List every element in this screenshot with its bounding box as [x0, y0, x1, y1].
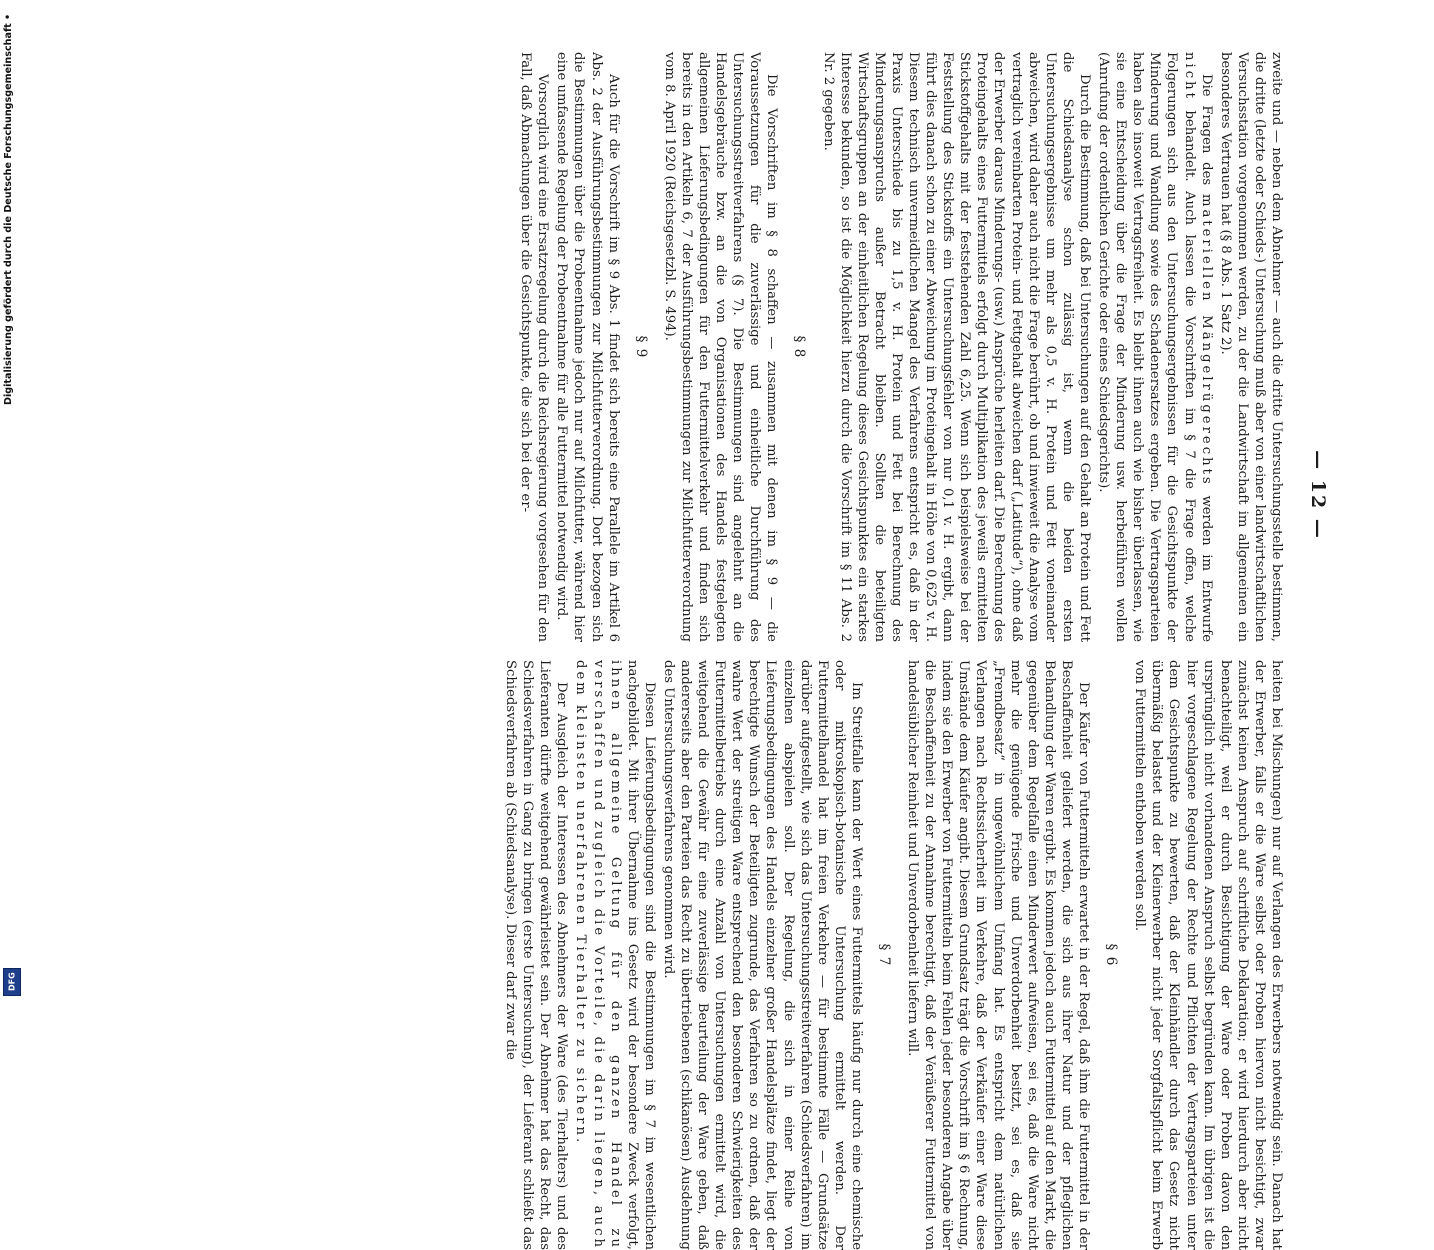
paragraph: Der Käufer von Futtermitteln erwartet in der Regel, daß ihm die Futtermittel in der Beschaffenheit geliefert werden, die sich aus ihrer Natur und der pfleglichen Behandlung der Waren ergibt. Es kommen jedoch auch Futtermittel auf den Markt, die gegenüber dem Regelfalle einen Minderwert aufweisen, sei es, daß die Ware nicht mehr die genügende Frische und Unverdorbenheit besitzt, sei es, daß sie „Fremdbesatz“ in ungewöhnlichem Umfang hat. Es entspricht dem natürlichen Verlangen nach Rechtssicherheit im Verkehre, daß der Verkäufer einer Ware diese Umstände dem Käufer angibt. Diesem Grundsatz trägt die Vorschrift im § 6 Rechnung, indem sie den Erwerber von Futtermitteln beim Fehlen jeder besonderen Angabe über die Beschaffenheit zu der Annahme berechtigt, daß der Veräußerer Futtermittel von handelsüblicher Reinheit und Unverdorbenheit liefern will.: [905, 660, 1092, 1250]
right-column: [131, 660, 1285, 1250]
emphasis-text: ihnen allgemeine Geltung für den ganzen Handel zu verschaffen und zugleich die Vorteile, die darin liegen, auch dem kleinsten unerfahrenen Tierhalter zu sichern.: [573, 660, 623, 1250]
funding-note: Digitalisierung gefördert durch die Deutsche Forschungsgemeinschaft •: [3, 14, 14, 406]
paragraph: Vorsorglich wird eine Ersatzregelung durch die Reichsregierung vorgesehen für den Fall, daß Abmachungen über die Gesichtspunkte, die sich bei der er-: [518, 52, 551, 642]
paragraph: zweite und — neben dem Abnehmer — auch die dritte Untersuchungsstelle bestimmen, die dritte (letzte oder Schieds-) Untersuchung muß aber von einer landwirtschaftlichen Versuchsstation vorgenommen werden, zu der die Landwirtschaft im allgemeinen ein besonderes Vertrauen hat (§ 8 Abs. 1 Satz 2).: [1217, 52, 1284, 642]
section-heading: § 6: [1103, 943, 1120, 967]
text-run: Die Fragen des: [1198, 74, 1214, 186]
paragraph: Im Streitfalle kann der Wert eines Futtermittels häufig nur durch eine chemische oder mikroskopisch-botanische Untersuchung ermittelt werden. Der Futtermittelhandel hat im freien Verkehre — für bestimmte Fälle — Grundsätze darüber aufgestellt, wie sich das Untersuchungsstreitverfahren (Schiedsverfahren) im einzelnen abspielen soll. Der Regelung, die sich in einer Reihe von Lieferungsbedingungen des Handels einzelner großer Handelsplätze findet, liegt der berechtigte Wunsch der Beteiligten zugrunde, das Verfahren so zu ordnen, daß der wahre Wert der streitigen Ware entsprechend den besonderen Schwierigkeiten des Futtermittelbetriebs durch eine Anzahl von Untersuchungen ermittelt wird, die weitgehend die Gewähr für eine zuverlässige Beurteilung der Ware geben, daß andererseits aber den Parteien das Recht zu übertriebenen (schikanösen) Ausdehnung des Untersuchungsverfahrens genommen wird.: [660, 660, 864, 1250]
paragraph: heiten bei Mischungen) nur auf Verlangen des Erwerbers notwendig sein. Danach hat der Erwerber, falls er die Ware selbst oder Proben hiervon nicht besichtigt, zwar zunächst keinen Anspruch auf schriftliche Deklaration; er wird hierdurch aber nicht benachteiligt, weil er durch Besichtigung der Ware oder Proben davon den ursprünglich nicht vorhandenen Anspruch selbst begründen kann. Im übrigen ist die hier vorgeschlagene Regelung der Rechte und Pflichten der Vertragsparteien unter dem Gesichtspunkte zu bewerten, daß der Kleinhändler durch das Gesetz nicht übermäßig belastet und der Kleinerwerber nicht jeder Sorgfaltspflicht beim Erwerb von Futtermitteln enthoben werden soll.: [1132, 660, 1284, 1250]
section-heading: § 8: [791, 335, 808, 359]
paragraph: Die Vorschriften im § 8 schaffen — zusammen mit denen im § 9 — die Voraussetzungen für die zuverlässige und einheitliche Durchführung des Untersuchungsstreitverfahrens (§ 7). Die Bestimmungen sind angelehnt an die Handelsgebräuche bzw. an die von Organisationen des Handels festgelegten allgemeinen Lieferungsbedingungen für den Futtermittelverkehr und finden sich bereits in den Artikeln 6, 7 der Ausführungsbestimmungen zur Milchfutterverordnung vom 8. April 1920 (Reichsgesetzbl. S. 494).: [661, 52, 780, 642]
emphasis-text: nicht: [1181, 52, 1197, 101]
left-column: [131, 52, 1285, 642]
printed-page: [119, 20, 1349, 1250]
paragraph: Auch für die Vorschrift im § 9 Abs. 1 findet sich bereits eine Parallele im Artikel 6 Abs. 2 der Ausführungsbestimmungen zur Milchfutterverordnung. Dort bezogen sich die Bestimmungen über die Probeentnahme jedoch nur auf Milchfutter, während hier eine umfassende Regelung der Probeentnahme für alle Futtermittel notwendig wird.: [554, 52, 621, 642]
text-run: werden im Entwurfe: [1198, 495, 1214, 642]
page-number: — 12 —: [1307, 450, 1329, 540]
paragraph: Der Ausgleich der Interessen des Abnehmers der Ware (des Tierhalters) und des Lieferanten dürfte weitgehend gewährleistet sein. Der Abnehmer hat das Recht, das Schiedsverfahren in Gang zu bringen (erste Untersuchung), der Lieferant schließt das Schiedsverfahren ab (Schiedsanalyse). Dieser darf zwar die: [503, 660, 570, 1250]
section-heading: § 9: [632, 335, 649, 359]
paragraph: [572, 660, 657, 1250]
funding-strip: [0, 0, 22, 1000]
dfg-logo-icon: DFG: [3, 968, 21, 996]
text-run: behandelt. Auch lassen die Vorschriften im § 7 die Frage offen, welche Folgerungen sich aus den Untersuchungsergebnissen für die Gesichtspunkte der Minderung und Wandlung sowie des Schadenersatzes ergeben. Die Vertragsparteien haben also insoweit Vertragsfreiheit. Es bleibt ihnen auch wie bisher überlassen, wie sie eine Entscheidung über die Frage der Minderung usw. herbeiführen wollen (Anrufung der ordentlichen Gerichte oder eines Schiedsgerichts).: [1096, 52, 1197, 642]
paragraph: Durch die Bestimmung, daß bei Untersuchungen auf den Gehalt an Protein und Fett die Schiedsanalyse schon zulässig ist, wenn die beiden ersten Untersuchungsergebnisse um mehr als 0,5 v. H. Protein und Fett voneinander abweichen, wird daher auch nicht die Frage berührt, ob und inwieweit die Analyse vom vertraglich vereinbarten Protein- und Fettgehalt abweichen darf („Latitude“), ohne daß der Erwerber daraus Minderungs- (usw.) Ansprüche herleiten darf. Die Berechnung des Proteingehalts eines Futtermittels erfolgt durch Multiplikation des jeweils ermittelten Stickstoffgehalts mit der feststehenden Zahl 6,25. Wenn sich beispielsweise bei der Feststellung des Stickstoffs ein Untersuchungsfehler von nur 0,1 v. H. ergibt, dann führt dies danach schon zu einer Abweichung im Proteingehalt in Höhe von 0,625 v. H. Diesem technisch unvermeidlichen Mangel des Verfahrens entspricht es, daß in der Praxis Unterschiede bis zu 1,5 v. H. Protein und Fett bei Berechnung des Minderungsanspruchs außer Betracht bleiben. Sollten die beteiligten Wirtschaftsgruppen an der einheitlichen Regelung dieses Gesichtspunktes ein starkes Interesse bekunden, so ist die Möglichkeit hierzu durch die Vorschrift im § 11 Abs. 2 Nr. 2 gegeben.: [820, 52, 1092, 642]
text-run: Diesen Lieferungsbedingungen sind die Bestimmungen im § 7 im wesentlichen nachgebildet. Mit ihrer Übernahme ins Gesetz wird der besondere Zweck verfolgt,: [624, 660, 657, 1250]
section-heading: § 7: [876, 943, 893, 967]
paragraph: [1095, 52, 1215, 642]
emphasis-text: materiellen Mängelrügerechts: [1198, 193, 1214, 487]
